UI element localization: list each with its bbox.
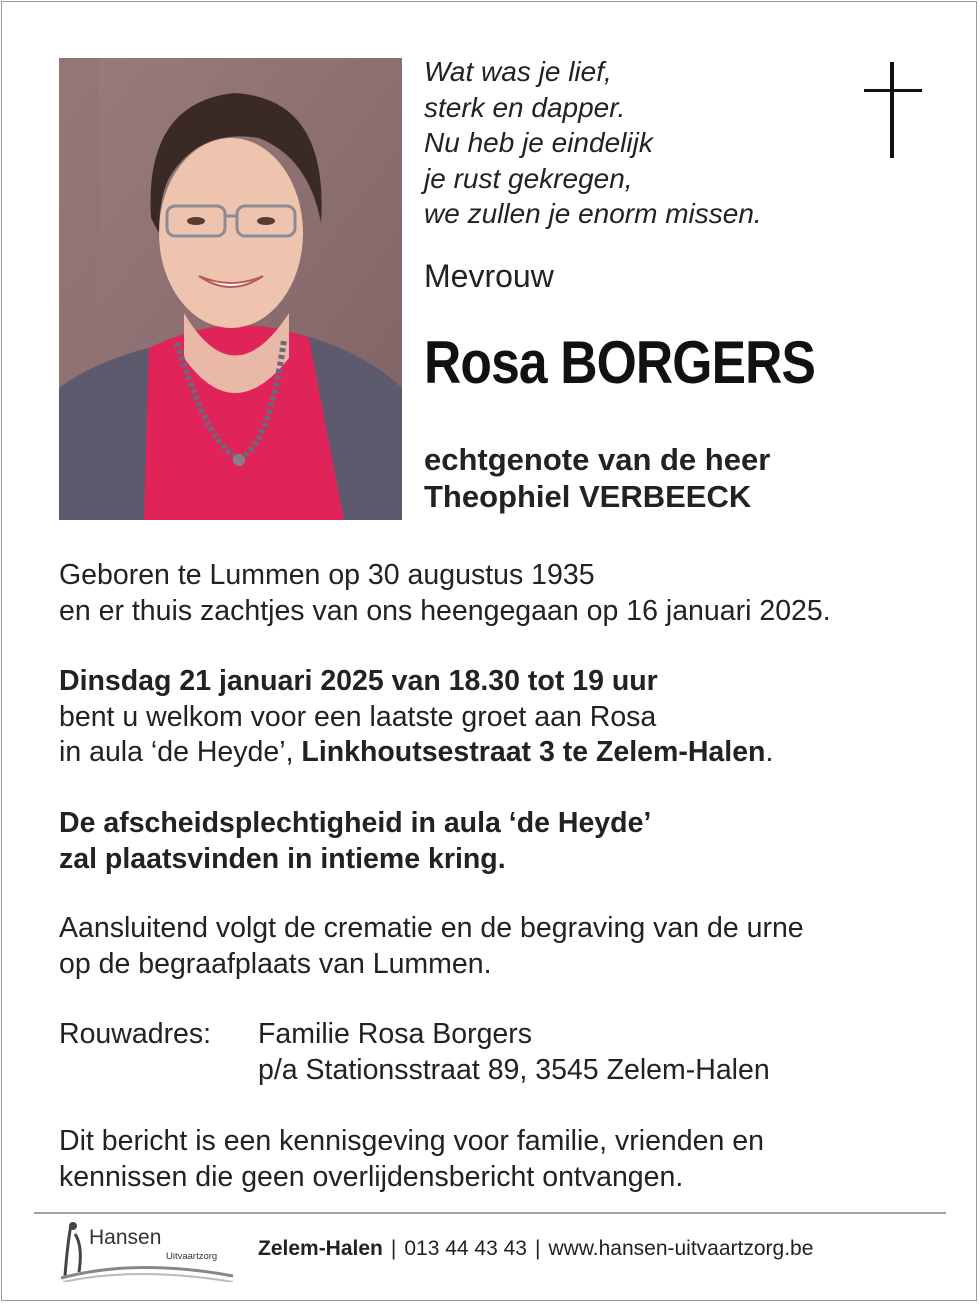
notice-line: Dit bericht is een kennisgeving voor familie, vrienden en bbox=[59, 1125, 764, 1157]
visitation-line: bent u welkom voor een laatste groet aan Rosa bbox=[59, 700, 657, 733]
spouse-name: Theophiel VERBEECK bbox=[424, 479, 752, 514]
deceased-name: Rosa BORGERS bbox=[424, 329, 816, 396]
footer-separator: | bbox=[534, 1237, 541, 1260]
poem-line: Nu heb je eindelijk bbox=[424, 127, 653, 158]
footer-location: Zelem-Halen bbox=[258, 1237, 383, 1260]
ceremony-info bbox=[59, 806, 651, 877]
honorific: Mevrouw bbox=[424, 258, 554, 294]
spouse-line: echtgenote van de heer bbox=[424, 442, 771, 477]
mourning-address-line: p/a Stationsstraat 89, 3545 Zelem-Halen bbox=[258, 1053, 770, 1086]
birth-line: Geboren te Lummen op 30 augustus 1935 bbox=[59, 559, 595, 591]
logo-name: Hansen bbox=[89, 1226, 162, 1249]
ceremony-line: zal plaatsvinden in intieme kring. bbox=[59, 842, 506, 875]
cremation-info bbox=[59, 911, 804, 982]
cremation-line: Aansluitend volgt de crematie en de begraving van de urne bbox=[59, 912, 804, 944]
footer-phone: 013 44 43 43 bbox=[404, 1237, 527, 1260]
portrait-photo bbox=[59, 58, 402, 520]
latin-cross-icon bbox=[864, 62, 922, 158]
footer-website: www.hansen-uitvaartzorg.be bbox=[548, 1237, 814, 1260]
poem-line: je rust gekregen, bbox=[424, 162, 633, 194]
birth-death-info bbox=[59, 558, 831, 629]
cremation-line: op de begraafplaats van Lummen. bbox=[59, 947, 492, 980]
poem-line: we zullen je enorm missen. bbox=[424, 198, 762, 229]
footer-separator: | bbox=[390, 1237, 397, 1260]
mourning-address-label: Rouwadres: bbox=[59, 1018, 212, 1050]
notice-line: kennissen die geen overlijdensbericht ontvangen. bbox=[59, 1160, 684, 1193]
spouse-info bbox=[424, 441, 770, 515]
portrait-illustration bbox=[59, 58, 402, 520]
logo-subtitle: Uitvaartzorg bbox=[166, 1251, 218, 1262]
death-line: en er thuis zachtjes van ons heengegaan op 16 januari 2025. bbox=[59, 594, 831, 627]
poem bbox=[424, 54, 762, 232]
footer-contact bbox=[258, 1237, 813, 1261]
poem-line: sterk en dapper. bbox=[424, 91, 626, 123]
visitation-period: . bbox=[765, 736, 774, 768]
visitation-datetime: Dinsdag 21 januari 2025 van 18.30 tot 19 uur bbox=[59, 665, 658, 697]
mourning-address-line: Familie Rosa Borgers bbox=[258, 1018, 533, 1050]
footer-divider bbox=[34, 1212, 946, 1214]
mourning-address bbox=[258, 1017, 770, 1088]
visitation-address: Linkhoutsestraat 3 te Zelem-Halen bbox=[301, 736, 766, 768]
visitation-location bbox=[59, 735, 773, 771]
visitation-venue: in aula ‘de Heyde’, bbox=[59, 736, 302, 768]
visitation-info bbox=[59, 664, 773, 771]
poem-line: Wat was je lief, bbox=[424, 56, 612, 87]
notice-disclaimer bbox=[59, 1124, 764, 1195]
ceremony-line: De afscheidsplechtigheid in aula ‘de Heyde’ bbox=[59, 807, 652, 839]
